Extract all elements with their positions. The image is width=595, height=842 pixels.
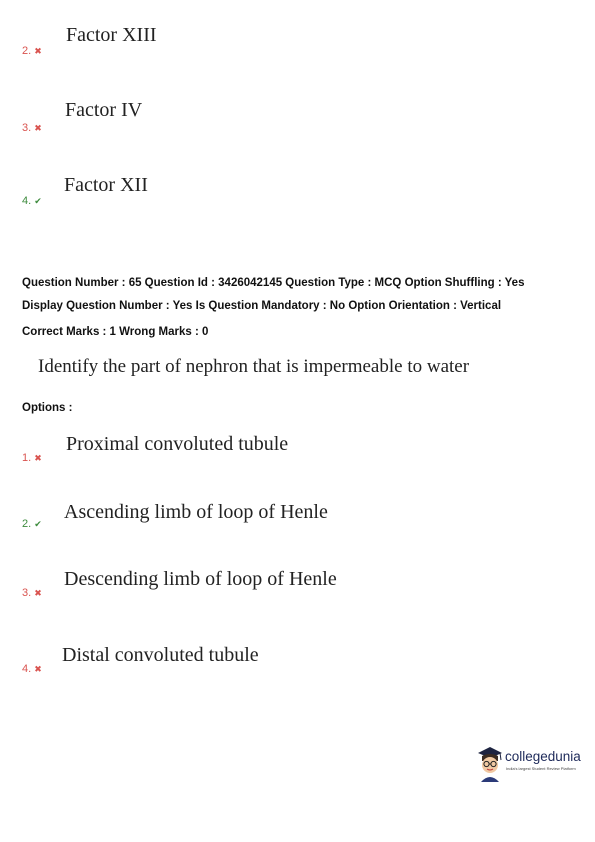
cross-icon: ✖ xyxy=(34,123,42,133)
option-number: 2. ✖ xyxy=(22,45,42,57)
question-meta-line-2: Display Question Number : Yes Is Question Mandatory : No Option Orientation : Vertical xyxy=(22,300,502,312)
option-number: 3. ✖ xyxy=(22,587,42,599)
option-row xyxy=(0,498,595,558)
cross-icon: ✖ xyxy=(34,664,42,674)
option-text: Ascending limb of loop of Henle xyxy=(64,501,328,523)
option-text: Proximal convoluted tubule xyxy=(66,433,289,455)
collegedunia-logo xyxy=(476,745,591,785)
question-meta-line-1: Question Number : 65 Question Id : 3426042145 Question Type : MCQ Option Shuffling : Yes xyxy=(22,277,525,289)
check-icon: ✔ xyxy=(34,196,42,206)
option-number: 4. ✔ xyxy=(22,195,42,207)
option-row xyxy=(0,641,595,701)
logo-tagline: India's largest Student Review Platform xyxy=(506,766,576,771)
logo-wordmark: collegedunia xyxy=(505,749,581,764)
cross-icon: ✖ xyxy=(34,588,42,598)
option-number: 3. ✖ xyxy=(22,122,42,134)
cross-icon: ✖ xyxy=(34,46,42,56)
student-mascot-icon xyxy=(476,745,504,783)
question-meta-line-3: Correct Marks : 1 Wrong Marks : 0 xyxy=(22,326,209,338)
option-number: 2. ✔ xyxy=(22,518,42,530)
option-text: Distal convoluted tubule xyxy=(62,644,259,666)
option-row xyxy=(0,565,595,625)
option-text: Factor XII xyxy=(64,174,148,196)
option-row xyxy=(0,430,595,490)
check-icon: ✔ xyxy=(34,519,42,529)
option-row xyxy=(0,95,595,155)
option-text: Factor IV xyxy=(65,99,143,121)
option-row xyxy=(0,170,595,230)
question-text: Identify the part of nephron that is impermeable to water xyxy=(38,356,470,377)
option-text: Factor XIII xyxy=(66,24,157,46)
options-label: Options : xyxy=(22,402,73,414)
option-text: Descending limb of loop of Henle xyxy=(64,568,337,590)
option-row xyxy=(0,20,595,80)
option-number: 4. ✖ xyxy=(22,663,42,675)
cross-icon: ✖ xyxy=(34,453,42,463)
option-number: 1. ✖ xyxy=(22,452,42,464)
